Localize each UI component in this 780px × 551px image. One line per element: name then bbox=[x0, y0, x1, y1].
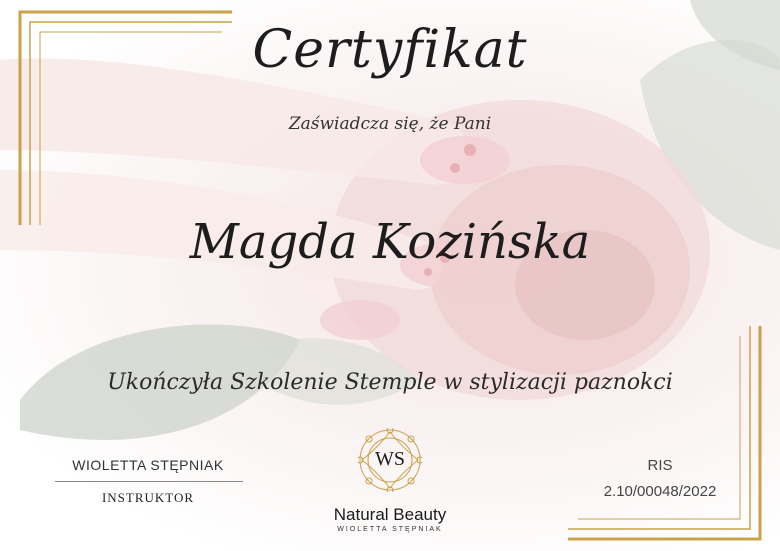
logo-brand-name: Natural Beauty bbox=[333, 505, 447, 524]
logo-monogram: WS bbox=[375, 448, 405, 470]
recipient-name: Magda Kozińska bbox=[189, 214, 591, 270]
logo-subtitle: WIOLETTA STĘPNIAK bbox=[337, 526, 443, 533]
course-completion-text: Ukończyła Szkolenie Stemple w stylizacji paznokci bbox=[107, 370, 673, 395]
certificate-title: Certyfikat bbox=[252, 20, 528, 80]
natural-beauty-logo bbox=[330, 426, 450, 546]
registry-label: RIS bbox=[647, 457, 673, 474]
certificate-subtitle: Zaświadcza się, że Pani bbox=[288, 114, 492, 134]
instructor-role: INSTRUKTOR bbox=[101, 490, 195, 505]
registry-number: 2.10/00048/2022 bbox=[603, 483, 717, 500]
signature-line bbox=[55, 481, 243, 482]
instructor-name: WIOLETTA STĘPNIAK bbox=[72, 457, 224, 473]
gold-frame-bottom-right bbox=[520, 321, 780, 551]
